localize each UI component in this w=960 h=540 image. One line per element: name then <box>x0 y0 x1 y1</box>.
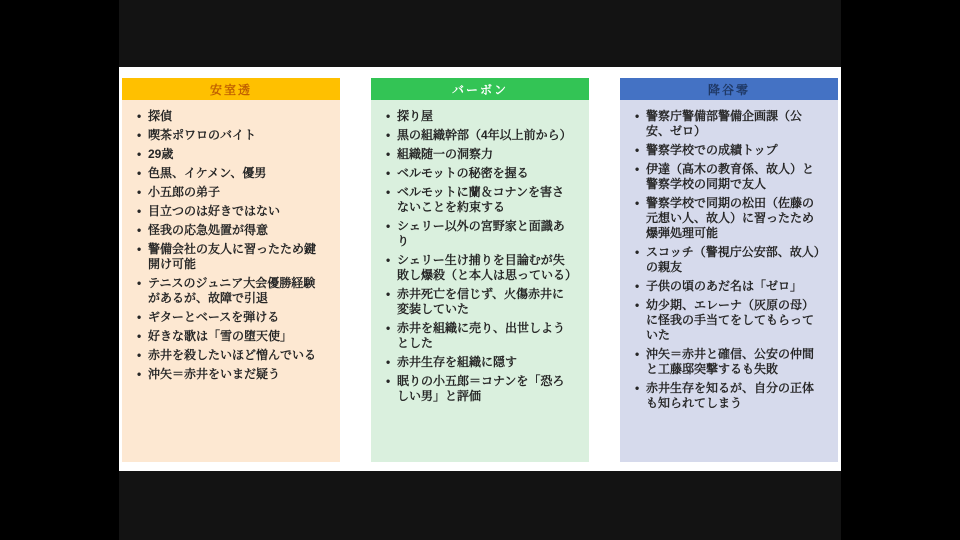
list-item <box>135 128 327 143</box>
list-item-text: 赤井死亡を信じず、火傷赤井に変装していた <box>397 287 565 316</box>
column-amuro-tooru <box>122 78 340 462</box>
list-item-text: 幼少期、エレーナ（灰原の母）に怪我の手当てをしてもらっていた <box>646 298 815 342</box>
column-furuya-rei <box>620 78 838 462</box>
column-header <box>371 78 589 100</box>
column-bullet-list <box>122 100 340 462</box>
list-item-text: 沖矢＝赤井をいまだ疑う <box>148 367 281 381</box>
list-item-text: 組織随一の洞察力 <box>397 147 494 161</box>
list-item-text: 喫茶ポワロのバイト <box>148 128 257 142</box>
list-item-text: シェリー以外の宮野家と面識あり <box>397 219 565 248</box>
list-item-text: 小五郎の弟子 <box>148 185 221 199</box>
list-item <box>135 185 327 200</box>
column-bullet-list <box>620 100 838 462</box>
column-header <box>620 78 838 100</box>
list-item <box>384 128 576 143</box>
list-item <box>633 347 825 377</box>
list-item-text: 探偵 <box>148 109 173 123</box>
list-item-text: ギターとベースを弾ける <box>148 310 280 324</box>
column-title: 降谷零 <box>707 82 750 97</box>
list-item-text: 探り屋 <box>397 109 434 123</box>
list-item-text: テニスのジュニア大会優勝経験があるが、故障で引退 <box>148 276 316 305</box>
column-header <box>122 78 340 100</box>
list-item-text: 警察学校で同期の松田（佐藤の元想い人、故人）に習ったため爆弾処理可能 <box>646 196 815 240</box>
list-item <box>384 287 576 317</box>
list-item <box>135 348 327 363</box>
column-title: 安室透 <box>209 82 252 97</box>
list-item <box>633 143 825 158</box>
list-item <box>384 147 576 162</box>
list-item-text: 赤井生存を組織に隠す <box>397 355 518 369</box>
column-bullet-list <box>371 100 589 462</box>
list-item-text: 沖矢＝赤井と確信、公安の仲間と工藤邸突撃するも失敗 <box>646 347 815 376</box>
list-item-text: 29歳 <box>148 147 174 161</box>
list-item <box>633 196 825 241</box>
list-item-text: 色黒、イケメン、優男 <box>148 166 267 180</box>
list-item-text: シェリー生け捕りを目論むが失敗し爆殺（と本人は思っている） <box>397 253 578 282</box>
list-item-text: ベルモットに蘭＆コナンを害さないことを約束する <box>397 185 565 214</box>
list-item-text: 黒の組織幹部（4年以上前から） <box>397 128 572 142</box>
list-item <box>384 219 576 249</box>
list-item-text: 伊達（高木の教育係、故人）と警察学校の同期で友人 <box>646 162 815 191</box>
list-item <box>384 374 576 404</box>
list-item <box>633 381 825 411</box>
list-item <box>135 329 327 344</box>
list-item-text: ベルモットの秘密を握る <box>397 166 529 180</box>
list-item-text: 警備会社の友人に習ったため鍵開け可能 <box>148 242 317 271</box>
projection-area <box>119 0 841 540</box>
column-title: バーボン <box>451 82 508 97</box>
list-item <box>633 162 825 192</box>
list-item <box>384 109 576 124</box>
list-item-text: 赤井生存を知るが、自分の正体も知られてしまう <box>646 381 815 410</box>
list-item-text: 赤井を殺したいほど憎んでいる <box>148 348 317 362</box>
list-item <box>135 166 327 181</box>
list-item <box>384 253 576 283</box>
list-item-text: 眠りの小五郎＝コナンを「恐ろしい男」と評価 <box>397 374 565 403</box>
list-item <box>633 298 825 343</box>
list-item-text: 好きな歌は「雪の堕天使」 <box>148 329 293 343</box>
list-item-text: 警察庁警備部警備企画課（公安、ゼロ） <box>646 109 803 138</box>
list-item-text: 子供の頃のあだ名は「ゼロ」 <box>646 279 803 293</box>
list-item-text: スコッチ（警視庁公安部、故人）の親友 <box>646 245 820 274</box>
list-item <box>633 279 825 294</box>
list-item <box>135 276 327 306</box>
slide <box>119 67 841 471</box>
list-item-text: 怪我の応急処置が得意 <box>148 223 269 237</box>
list-item <box>135 109 327 124</box>
list-item <box>384 166 576 181</box>
list-item <box>384 355 576 370</box>
list-item <box>135 223 327 238</box>
list-item-text: 警察学校での成績トップ <box>646 143 778 157</box>
column-bourbon <box>371 78 589 462</box>
comparison-columns <box>119 67 841 462</box>
list-item-text: 赤井を組織に売り、出世しようとした <box>397 321 566 350</box>
list-item <box>135 367 327 382</box>
list-item <box>384 321 576 351</box>
list-item <box>135 242 327 272</box>
list-item <box>135 204 327 219</box>
list-item <box>633 109 825 139</box>
list-item <box>135 147 327 162</box>
list-item <box>384 185 576 215</box>
list-item <box>135 310 327 325</box>
list-item <box>633 245 825 275</box>
list-item-text: 目立つのは好きではない <box>148 204 281 218</box>
